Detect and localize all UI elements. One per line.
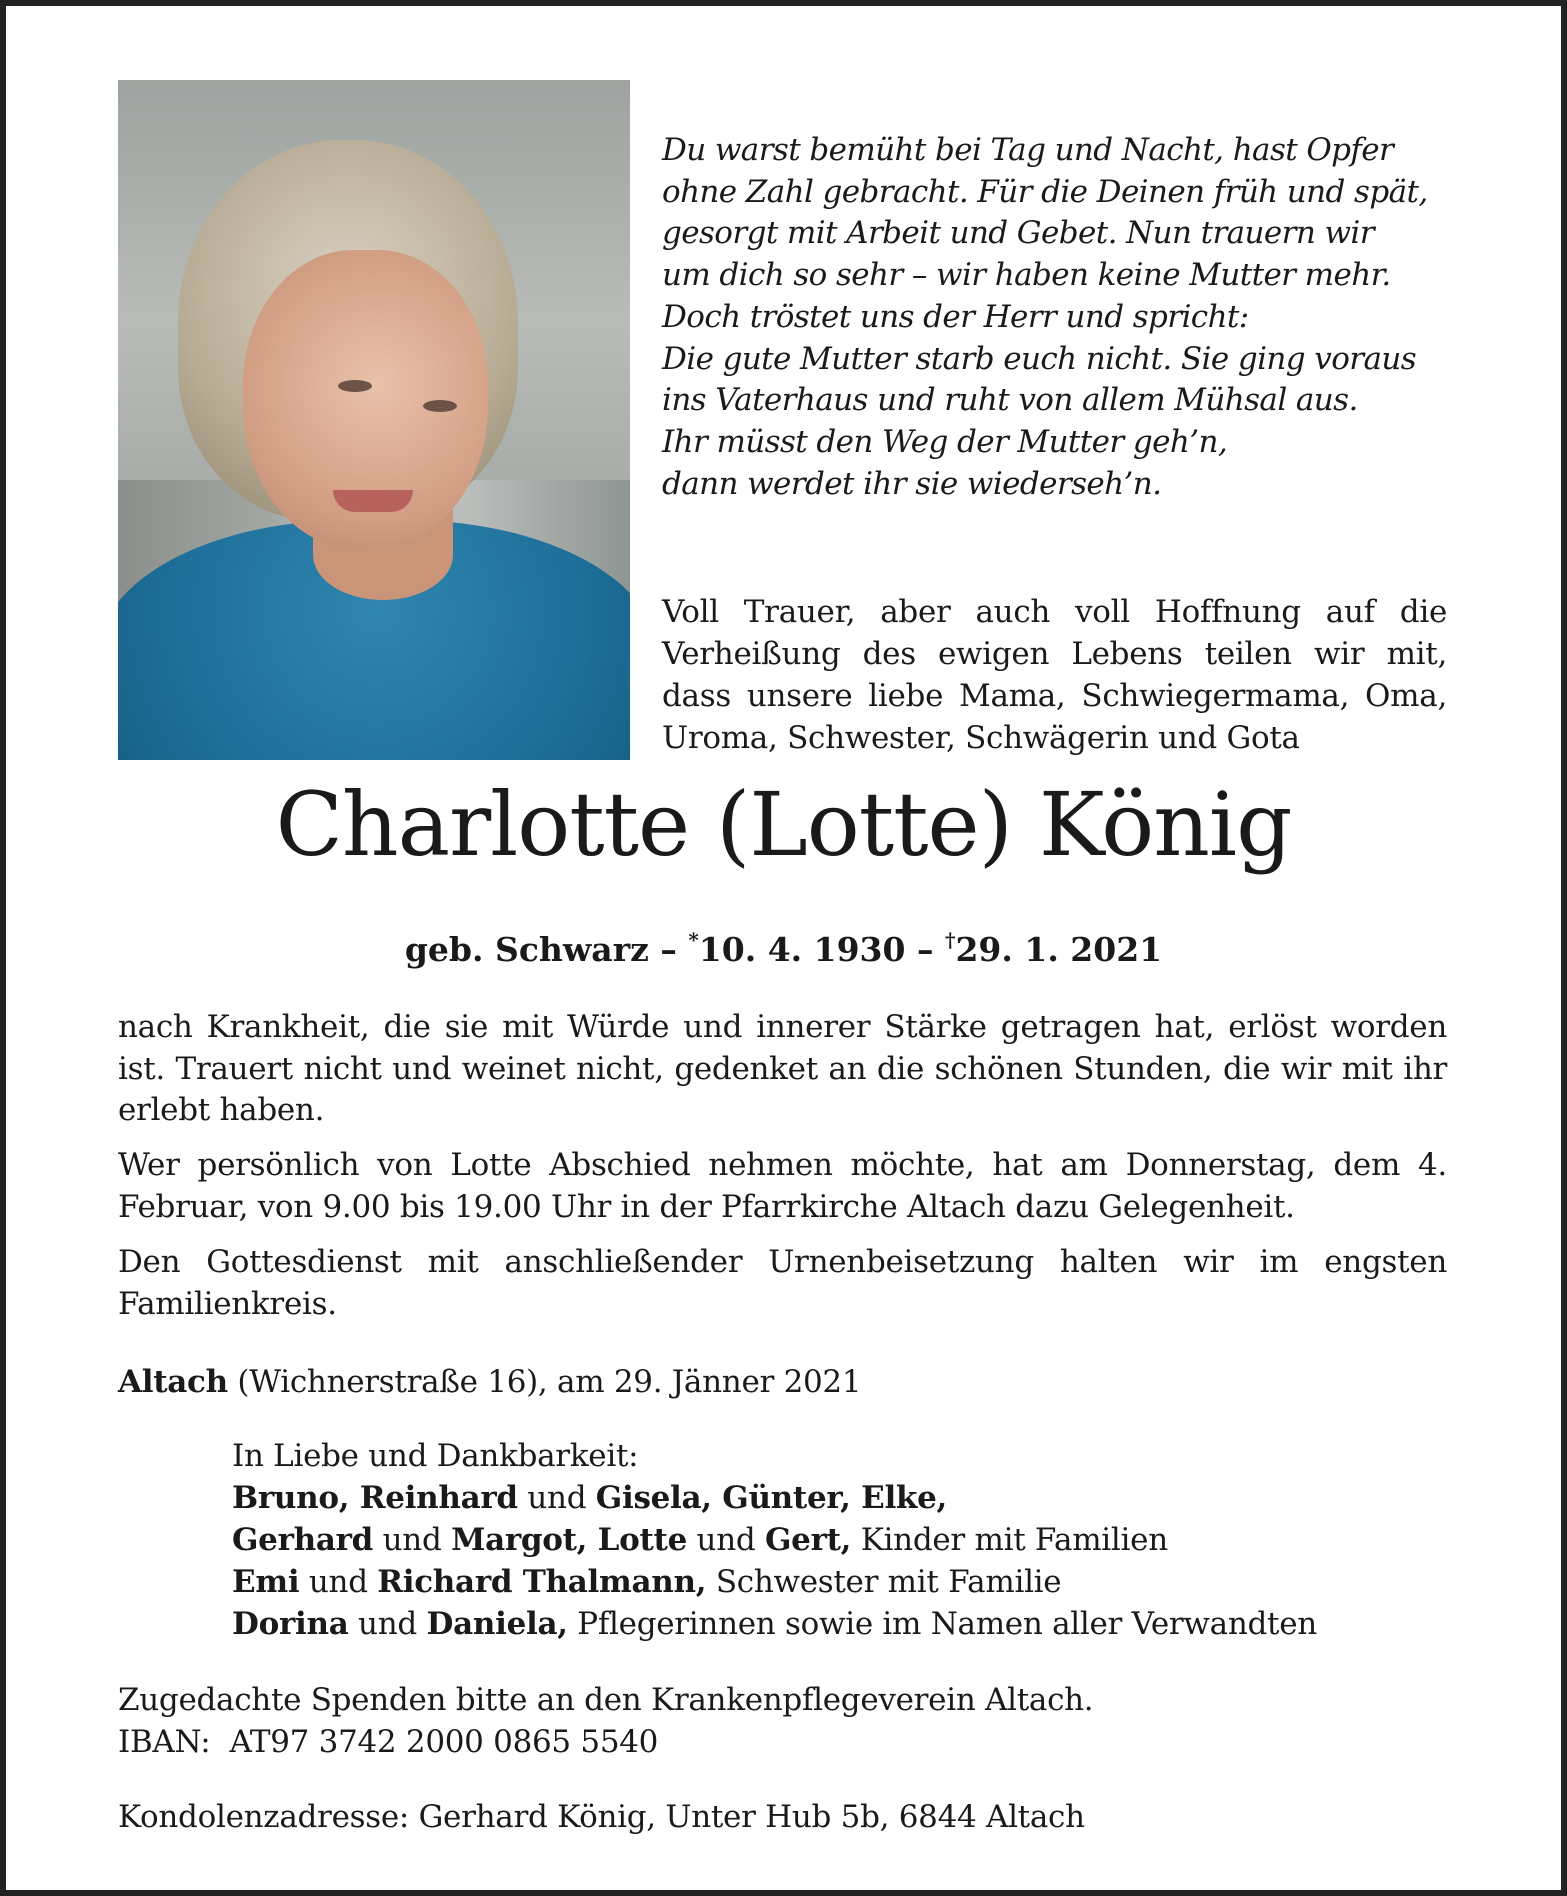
death-date: 29. 1. 2021 <box>955 930 1163 969</box>
portrait-photo <box>118 80 630 760</box>
life-dates <box>0 928 1567 969</box>
poem-line: gesorgt mit Arbeit und Gebet. Nun trauern wir <box>662 215 1374 252</box>
condolence-address: Kondolenzadresse: Gerhard König, Unter Hub 5b, 6844 Altach <box>118 1799 1085 1835</box>
poem-line: dann werdet ihr sie wiederseh’n. <box>662 465 1162 502</box>
place-date <box>118 1362 1447 1404</box>
deceased-name: Charlotte (Lotte) König <box>275 773 1292 876</box>
signature-intro: In Liebe und Dankbarkeit: <box>232 1438 639 1474</box>
address-date: (Wichnerstraße 16), am 29. Jänner 2021 <box>227 1364 862 1400</box>
poem-line: um dich so sehr – wir haben keine Mutter mehr. <box>662 257 1391 294</box>
signature-line: Dorina und Daniela, Pflegerinnen sowie im Namen aller Verwandten <box>232 1606 1317 1642</box>
signature-line: Gerhard und Margot, Lotte und Gert, Kinder mit Familien <box>232 1522 1168 1558</box>
signature-line: Bruno, Reinhard und Gisela, Günter, Elke, <box>232 1480 948 1516</box>
donation-note <box>118 1680 1447 1763</box>
separator: – <box>660 930 677 969</box>
donation-text: Zugedachte Spenden bitte an den Krankenpflegeverein Altach. <box>118 1682 1094 1718</box>
poem <box>662 130 1462 505</box>
paragraph: nach Krankheit, die sie mit Würde und innerer Stärke getragen hat, erlöst worden ist. Trauert nicht und weinet nicht, gedenket an die schönen Stunden, die wir mit ihr erlebt haben. <box>118 1009 1447 1128</box>
birth-symbol: * <box>688 928 699 952</box>
poem-line: Die gute Mutter starb euch nicht. Sie ging voraus <box>662 340 1417 377</box>
birth-name: geb. Schwarz <box>404 930 649 969</box>
poem-line: Du warst bemüht bei Tag und Nacht, hast Opfer <box>662 132 1394 168</box>
poem-line: ins Vaterhaus und ruht von allem Mühsal aus. <box>662 382 1358 419</box>
birth-date: 10. 4. 1930 <box>698 930 906 969</box>
poem-line: ohne Zahl gebracht. Für die Deinen früh und spät, <box>662 173 1428 210</box>
signature-line: Emi und Richard Thalmann, Schwester mit Familie <box>232 1564 1062 1600</box>
iban: IBAN: AT97 3742 2000 0865 5540 <box>118 1723 659 1760</box>
poem-line: Ihr müsst den Weg der Mutter geh’n, <box>662 423 1228 460</box>
paragraph: Wer persönlich von Lotte Abschied nehmen möchte, hat am Donnerstag, dem 4. Februar, von 9.00 bis 19.00 Uhr in der Pfarrkirche Altach dazu Gelegenheit. <box>118 1147 1447 1225</box>
death-symbol: † <box>944 928 956 952</box>
intro-text: Voll Trauer, aber auch voll Hoffnung auf die Verheißung des ewigen Lebens teilen wir mit, dass unsere liebe Mama, Schwiegermama, Oma, Uroma, Schwester, Schwägerin und Gota <box>662 594 1447 756</box>
paragraph: Den Gottesdienst mit anschließender Urnenbeisetzung halten wir im engsten Familienkreis. <box>118 1244 1447 1322</box>
signature-block <box>232 1435 1317 1645</box>
separator: – <box>916 930 934 969</box>
town: Altach <box>118 1364 228 1400</box>
poem-line: Doch tröstet uns der Herr und spricht: <box>662 298 1249 335</box>
